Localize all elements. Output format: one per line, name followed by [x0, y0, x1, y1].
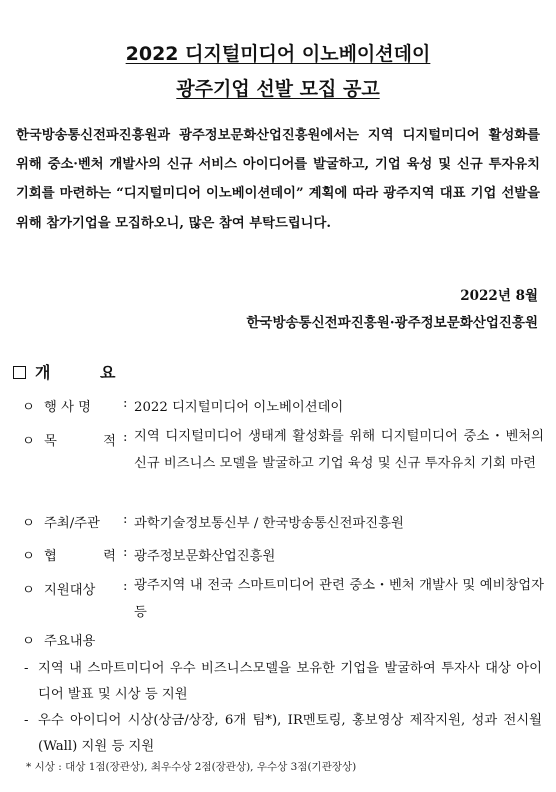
item-label: 주최/주관	[44, 516, 100, 531]
item-label-char: 목	[44, 434, 57, 449]
section-title: 개 요	[35, 363, 138, 382]
item-value: 과학기술정보통신부 / 한국방송통신전파진흥원	[134, 516, 404, 531]
item-value: 광주지역 내 전국 스마트미디어 관련 중소・벤처 개발사 및 예비창업자 등	[134, 578, 544, 620]
announcement-date: 2022년 8월	[460, 288, 538, 304]
colon: :	[123, 545, 128, 560]
bullet-icon: ㅇ	[22, 549, 35, 564]
dash-icon: -	[24, 661, 29, 676]
item-label-char: 협	[44, 549, 57, 564]
colon: :	[123, 512, 128, 527]
item-value: 2022 디지털미디어 이노베이션데이	[134, 400, 344, 415]
announcing-organizations: 한국방송통신전파진흥원·광주정보문화산업진흥원	[246, 315, 538, 331]
colon: :	[123, 430, 128, 445]
bullet-icon: ㅇ	[22, 583, 35, 598]
item-label-char: 력	[103, 549, 116, 564]
item-label: 지원대상	[44, 583, 96, 598]
bullet-icon: ㅇ	[22, 516, 35, 531]
item-label: 주요내용	[44, 634, 96, 649]
title-line-2: 광주기업 선발 모집 공고	[176, 78, 380, 100]
bullet-icon: ㅇ	[22, 434, 35, 449]
colon: :	[123, 579, 128, 594]
detail-text: 우수 아이디어 시상(상금/상장, 6개 팀*), IR멘토링, 홍보영상 제작지원, 성과 전시월(Wall) 지원 등 지원	[38, 713, 542, 754]
item-label-char: 적	[103, 434, 116, 449]
item-label	[44, 545, 116, 564]
item-value: 광주정보문화산업진흥원	[134, 549, 276, 564]
detail-text: 지역 내 스마트미디어 우수 비즈니스모델을 보유한 기업을 발굴하여 투자사 대상 아이디어 발표 및 시상 등 지원	[38, 661, 542, 702]
section-marker-icon	[13, 363, 35, 382]
item-value: 지역 디지털미디어 생태계 활성화를 위해 디지털미디어 중소・벤처의 신규 비즈니스 모델을 발굴하고 기업 육성 및 신규 투자유치 기회 마련	[134, 429, 544, 471]
bullet-icon: ㅇ	[22, 400, 35, 415]
section-heading	[13, 360, 137, 383]
colon: :	[123, 396, 128, 411]
intro-paragraph: 한국방송통신전파진흥원과 광주정보문화산업진흥원에서는 지역 디지털미디어 활성화를 위해 중소·벤처 개발사의 신규 서비스 아이디어를 발굴하고, 기업 육성 및 신규 투자유치 기회를 마련하는 “디지털미디어 이노베이션데이” 계획에 따라 광주지역 대표 기업 선발을 위해 참가기업을 모집하오니, 많은 참여 부탁드립니다.	[16, 128, 540, 231]
item-label	[44, 430, 116, 449]
award-footnote: * 시상 : 대상 1점(장관상), 최우수상 2점(장관상), 우수상 3점(기관장상)	[26, 761, 357, 773]
bullet-icon: ㅇ	[22, 634, 35, 649]
title-line-1: 2022 디지털미디어 이노베이션데이	[125, 43, 431, 65]
item-label: 행 사 명	[44, 400, 91, 415]
dash-icon: -	[24, 713, 29, 728]
